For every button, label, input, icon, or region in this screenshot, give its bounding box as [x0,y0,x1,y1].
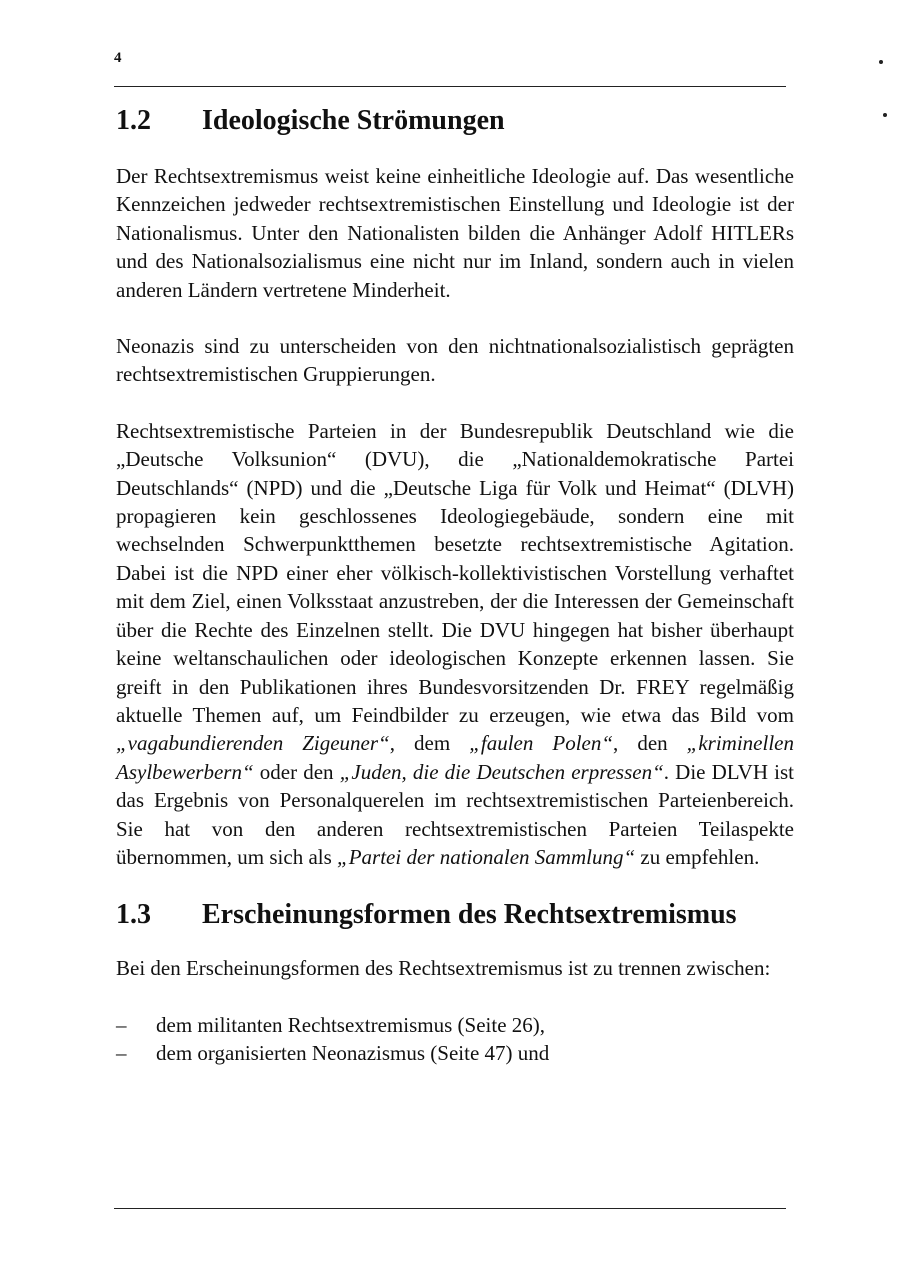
section-title: Erscheinungsformen des Rechtsextremismus [202,899,737,931]
list-item [116,1039,794,1067]
list-item [116,1011,794,1039]
paragraph-text: zu empfehlen. [635,844,760,869]
section-title: Ideologische Strömungen [202,105,505,136]
section-number: 1.3 [116,899,151,931]
paragraph-text: . Die DLVH ist das Ergebnis von Personalquerelen im rechtsextremistischen Parteienbereich. Sie hat von den anderen rechtsextremistischen Parteien Teilaspekte übernommen, um sich als [116,759,794,869]
paragraph: Der Rechtsextremismus weist keine einheitliche Ideologie auf. Das wesentliche Kennzeichen jedweder rechtsextremistischen Einstellung und Ideologie ist der Nationalismus. Unter den Nationalisten bilden die Anhänger Adolf HITLERs und des Nationalsozialismus eine nicht nur im Inland, sondern auch in vielen anderen Ländern vertretene Minderheit. [116,164,794,302]
paragraph-text: , dem [389,731,470,756]
top-rule [114,86,786,87]
section-heading-1-2 [116,102,794,140]
paragraph-text: Rechtsextremistische Parteien in der Bundesrepublik Deutschland wie die „Deutsche Volksunion“ (DVU), die „Nationaldemokratische Partei Deutschlands“ (NPD) und die „Deutsche Liga für Volk und Heimat“ (DLVH) propagieren kein geschlossenes Ideologiegebäude, sondern eine mit wechselnden Schwerpunktthemen besetzte rechtsextremistische Agitation. Dabei ist die NPD einer eher völkisch-kollektivistischen Vorstellung verhaftet mit dem Ziel, einen Volksstaat anzustreben, der die Interessen der Gemeinschaft über die Rechte des Einzelnen stellt. Die DVU hingegen hat bisher überhaupt keine weltanschaulichen oder ideologischen Konzepte erkennen lassen. Sie greift in den Publikationen ihres Bundesvorsitzenden Dr. FREY regelmäßig aktuelle Themen auf, um Feindbilder zu erzeugen, wie etwa das Bild vom [116,418,794,727]
paragraph: Neonazis sind zu unterscheiden von den nichtnationalsozialistisch geprägten rechtsextremistischen Gruppierungen. [116,334,794,387]
bottom-rule [114,1208,786,1209]
quoted-term: „kriminellen Asylbewerbern“ [116,731,794,784]
page-content [116,102,794,1068]
list-dash: – [116,1041,127,1066]
dash-list [116,1011,794,1068]
section-number: 1.2 [116,105,151,136]
page-number: 4 [114,50,122,66]
quoted-term: „vagabundierenden Zigeuner“ [116,731,390,756]
margin-dot [883,113,887,117]
margin-dot [879,60,883,64]
list-dash: – [116,1012,127,1037]
list-item-text: dem organisierten Neonazismus (Seite 47) und [156,1041,550,1066]
list-item-text: dem militanten Rechtsextremismus (Seite 26), [156,1012,546,1037]
quoted-term: „faulen Polen“ [469,731,614,756]
quoted-term: „Partei der nationalen Sammlung“ [337,844,636,869]
paragraph-text: , den [613,731,687,756]
quoted-term: „Juden, die die Deutschen erpressen“ [339,759,664,784]
section-heading-1-3 [116,896,794,934]
paragraph: Bei den Erscheinungsformen des Rechtsextremismus ist zu trennen zwischen: [116,956,771,981]
paragraph [116,417,794,872]
paragraph-text: oder den [253,759,340,784]
